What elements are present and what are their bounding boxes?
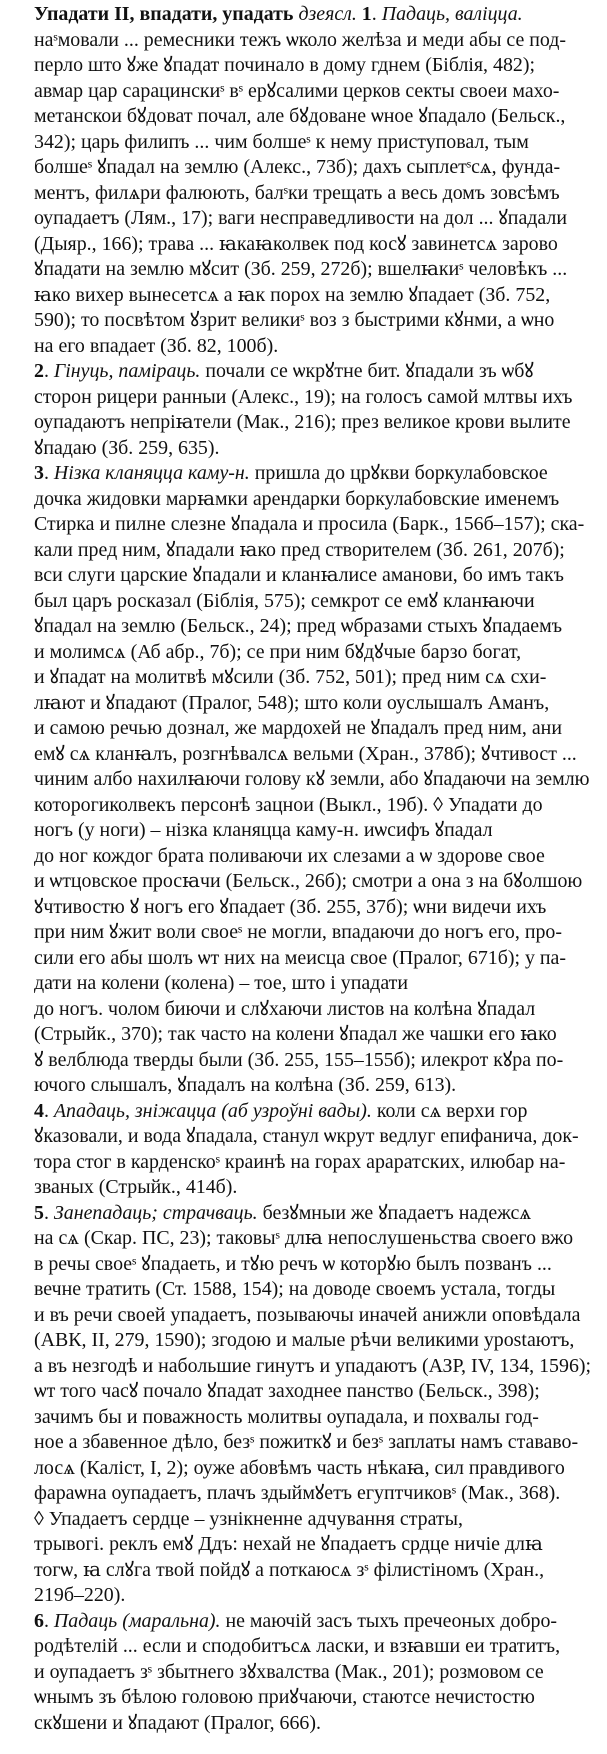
sense-number: 2	[34, 360, 44, 382]
citation-line: на сѧ (Скар. ПС, 23); таковыˢ длꙗ непослушеньства своего вжо	[34, 1227, 574, 1249]
sense-gloss: Ападаць, зніжацца (аб узроўні вады).	[53, 1099, 372, 1122]
citation-line: трывогі. реклъ емꙋ Ддъ: нехай не ꙋпадаетъ срдце ничіе длꙗ	[34, 1533, 543, 1555]
sense-gloss: Гінуць, паміраць.	[53, 360, 201, 382]
citation-line: ꙋпадаю (Зб. 259, 635).	[34, 436, 220, 459]
citation-line: лосѧ (Каліст, I, 2); оуже абовѣмъ часть нѣкаꙗ, сил правдивого	[34, 1456, 565, 1479]
sense-gloss: Нізка кланяцца каму-н.	[53, 462, 250, 484]
citation-line: родѣтелій ... если и сподобитъсѧ ласки, и взꙗвши еи тратитъ,	[34, 1635, 561, 1657]
citation-line: до ногъ. чолом биючи и слꙋхаючи листов на колѣна ꙋпадал	[34, 997, 536, 1020]
citation-line: и молимсѧ (Аб абр., 7б); се при ним бꙋдꙋчые барзо богат,	[34, 640, 522, 663]
citation-text: не маючій засъ тыхъ пречеоных добро-	[225, 1609, 558, 1632]
citation-line: Стирка и пилне слезне ꙋпадала и просила (Барк., 156б–157); ска-	[34, 513, 585, 535]
citation-line: дочка жидовки марꙗмки арендарки боркулабовские именемъ	[34, 487, 560, 510]
citation-line: (Стрыйк., 370); так часто на колени ꙋпадал же чашки его ꙗко	[34, 1023, 557, 1045]
sense-gloss: Падаць (маральна).	[53, 1609, 221, 1632]
citation-text: почали се ѡкрꙋтне бит. ꙋпадали зъ ѡбꙋ	[205, 360, 534, 382]
sense-gloss: Падаць, валіцца.	[381, 3, 523, 25]
citation-line: тора стог в карденскоˢ краинѣ на горах араратских, илюбар на-	[34, 1150, 566, 1173]
citation-line: ногъ (у ноги) – нізка кланяцца каму-н. иѡсифъ ꙋпадал	[34, 819, 493, 841]
citation-text: коли сѧ верхи гор	[376, 1099, 528, 1122]
citation-line: зачимъ бы и поважность молитвы оупадала, и похвалы год-	[34, 1405, 539, 1428]
sense-number: 1	[361, 3, 372, 25]
citation-line: и самою речью дознал, же мардохей не ꙋпадалъ пред ним, ани	[34, 717, 562, 739]
citation-line: ꙋпадал на землю (Бельск., 24); пред ѡбразами стыхъ ꙋпадаемъ	[34, 615, 563, 637]
part-of-speech: дзеясл.	[298, 3, 357, 25]
citation-line: а въ незгодѣ и набольшие гинутъ и упадаютъ (АЗР, IV, 134, 1596);	[34, 1354, 592, 1377]
citation-text: пришла до црꙋкви боркулабовское	[254, 462, 548, 484]
citation-line: дати на колени (колена) – тое, што і упадати	[34, 972, 408, 994]
citation-line: сили его абы шолъ ѡт них на меисца свое (Пралог, 671б); у па-	[34, 946, 566, 969]
citation-line: 342); царь филипъ ... чим болшеˢ к нему приступовал, тым	[34, 130, 529, 153]
citation-line: тогѡ, ꙗ слꙋга твой пойдꙋ а поткаюсѧ зˢ філистіномъ (Хран.,	[34, 1558, 545, 1581]
citation-line: на его впадает (Зб. 82, 100б).	[34, 334, 279, 357]
citation-line: ѡт того часꙋ почало ꙋпадат заходнее панство (Бельск., 398);	[34, 1380, 540, 1402]
citation-line: 219б–220).	[34, 1584, 126, 1606]
citation-line: кали пред ним, ꙋпадали ꙗко пред створителем (Зб. 261, 207б);	[34, 538, 565, 561]
citation-line: был царъ росказал (Біблія, 575); семкрот се емꙋ кланꙗючи	[34, 589, 535, 612]
citation-line: (Дыяр., 166); трава ... ꙗкаꙗколвек под косꙋ завинетсѧ зарово	[34, 232, 558, 255]
citation-line: и въ речи своей упадаетъ, позываючы иначей анижли оповѣдала	[34, 1303, 581, 1326]
citation-line: ѡнымъ зъ бѣлою головою приꙋчаючи, стаютсе нечистостю	[34, 1686, 535, 1708]
sense-2: 2. Гінуць, паміраць. почали се ѡкрꙋтне бит. ꙋпадали зъ ѡбꙋ сторон рицери ранныи (Алекс., 19); на голосъ самой млтвы ихъ оупадаютъ непріꙗтели (Мак., 216); през великое крови вылите ꙋпадаю (Зб. 259, 635).	[6, 359, 597, 461]
citation-line: фараѡна оупадаетъ, плачъ здыймꙋетъ егуптчиковˢ (Мак., 368).	[34, 1482, 561, 1504]
citation-line: ꙋчтивостю ꙋ ногъ его ꙋпадает (Зб. 255, 37б); ѡни видечи ихъ	[34, 895, 547, 918]
sense-number: 6	[34, 1609, 44, 1632]
citation-line: и оупадаетъ зˢ збытнего зꙋхвалства (Мак., 201); розмовом се	[34, 1660, 544, 1683]
citation-line: 590); то посвѣтом ꙋзрит великиˢ воз з быстрими кꙋнми, а ѡно	[34, 309, 555, 331]
citation-line: вси слуги царские ꙋпадали и кланꙗлисе аманови, бо имъ такъ	[34, 564, 564, 586]
sense-5: 5. Занепадаць; страчваць. безꙋмныи же ꙋпадаетъ надежсѧ на сѧ (Скар. ПС, 23); таковыˢ длꙗ непослушеньства своего вжо в речы своеˢ ꙋпадаеть, и тꙋю речъ ѡ которꙋю былъ позванъ ... вечне тратить (Ст. 1588, 154); на доводе своемъ устала, тогды и въ речи своей упадаетъ, позываючы иначей анижли оповѣдала (АВК, II, 279, 1590); згодою и малые рѣчи великими урostаютъ, а въ незгодѣ и набольшие гинутъ и упадаютъ (АЗР, IV, 134, 1596); ѡт того часꙋ почало ꙋпадат заходнее панство (Бельск., 398); зачимъ бы и поважность молитвы оупадала, и похвалы год- ное а збавенное дѣло, безˢ пожиткꙋ и безˢ заплаты намъ стававо- лосѧ (Каліст, I, 2); оуже абовѣмъ часть нѣкаꙗ, сил правдивого фараѡна оупадаетъ, плачъ здыймꙋетъ егуптчиковˢ (Мак., 368). ◊ Упадаетъ сердце – узнікненне адчування страты, трывогі. реклъ емꙋ Ддъ: нехай не ꙋпадаетъ срдце ничіе длꙗ тогѡ, ꙗ слꙋга твой пойдꙋ а поткаюсѧ зˢ філистіномъ (Хран., 219б–220).	[6, 1201, 597, 1609]
citation-line: ◊ Упадаетъ сердце – узнікненне адчування страты,	[34, 1507, 463, 1530]
citation-line: ꙋпадати на землю мꙋсит (Зб. 259, 272б); вшелꙗкиˢ человѣкъ ...	[34, 258, 568, 280]
citation-line: и ѡтцовское просꙗчи (Бельск., 26б); смотри а она з на бꙋолшою	[34, 870, 583, 892]
citation-line: скꙋшени и ꙋпадают (Пралог, 666).	[34, 1711, 321, 1734]
citation-line: которогиколвекъ персонѣ зацнои (Выкл., 19б). ◊ Упадати до	[34, 793, 543, 816]
citation-line: метанскои бꙋдоват почал, але бꙋдоване ѡное ꙋпадало (Бельск.,	[34, 105, 566, 127]
citation-line: перло што ꙋже ꙋпадат починало в дому гднем (Біблія, 482);	[34, 54, 535, 76]
citation-line: ное а збавенное дѣло, безˢ пожиткꙋ и безˢ заплаты намъ стававо-	[34, 1431, 579, 1453]
citation-line: наˢмовали ... ремесники тежъ ѡколо желѣза и меди абы се под-	[34, 28, 567, 51]
citation-line: оупадаетъ (Лям., 17); ваги несправедливости на дол ... ꙋпадали	[34, 207, 567, 229]
headword: Упадати II, впадати, упадать	[34, 3, 294, 25]
sense-number: 5	[34, 1201, 44, 1224]
citation-line: болшеˢ ꙋпадал на землю (Алекс., 73б); дахъ сыплетˢсѧ, фунда-	[34, 156, 561, 178]
citation-text: безꙋмныи же ꙋпадаетъ надежсѧ	[262, 1201, 532, 1224]
citation-line: ючого слышалъ, ꙋпадалъ на колѣна (Зб. 259, 613).	[34, 1074, 457, 1096]
citation-line: авмар цар сарацинскиˢ вˢ ерꙋсалими церков секты своеи махо-	[34, 79, 560, 102]
sense-number: 4	[34, 1099, 44, 1122]
sense-gloss: Занепадаць; страчваць.	[53, 1201, 258, 1224]
citation-line: вечне тратить (Ст. 1588, 154); на доводе своемъ устала, тогды	[34, 1278, 556, 1300]
citation-line: оупадаютъ непріꙗтели (Мак., 216); през великое крови вылите	[34, 411, 571, 433]
citation-line: и ꙋпадат на молитвѣ мꙋсили (Зб. 752, 501); пред ним сѧ схи-	[34, 666, 547, 688]
citation-line: при ним ꙋжит воли своеˢ не могли, впадаючи до ногъ его, про-	[34, 921, 562, 943]
citation-line: до ног кождог брата поливаючи их слезами а ѡ здорове свое	[34, 844, 545, 867]
citation-line: чиним албо нахилꙗючи голову кꙋ земли, або ꙋпадаючи на землю	[34, 768, 590, 790]
citation-line: емꙋ сѧ кланꙗлъ, розгнѣвалсѧ вельми (Хран., 378б); ꙋчтивост ...	[34, 742, 577, 765]
citation-line: лꙗют и ꙋпадают (Пралог, 548); што коли оуслышалъ Аманъ,	[34, 691, 550, 714]
citation-line: в речы своеˢ ꙋпадаеть, и тꙋю речъ ѡ которꙋю былъ позванъ ...	[34, 1252, 552, 1275]
sense-number: 3	[34, 462, 44, 484]
sense-6: 6. Падаць (маральна). не маючій засъ тыхъ пречеоных добро- родѣтелій ... если и сподобитъсѧ ласки, и взꙗвши еи тратитъ, и оупадаетъ зˢ збытнего зꙋхвалства (Мак., 201); розмовом се ѡнымъ зъ бѣлою головою приꙋчаючи, стаютсе нечистостю скꙋшени и ꙋпадают (Пралог, 666).	[6, 1609, 597, 1737]
citation-line: ꙗко вихер вынесетсѧ а ꙗк порох на землю ꙋпадает (Зб. 752,	[34, 283, 551, 306]
citation-line: ꙋ велблюда тверды были (Зб. 255, 155–155б); илекрот кꙋра по-	[34, 1048, 564, 1071]
citation-line: ꙋказовали, и вода ꙋпадала, станул ѡкрут ведлуг епифанича, док-	[34, 1125, 579, 1147]
sense-1: Упадати II, впадати, упадать дзеясл. 1. Падаць, валіцца. наˢмовали ... ремесники тежъ ѡколо желѣза и меди абы се под- перло што ꙋже ꙋпадат починало в дому гднем (Біблія, 482); авмар цар сарацинскиˢ вˢ ерꙋсалими церков секты своеи махо- метанскои бꙋдоват почал, але бꙋдоване ѡное ꙋпадало (Бельск., 342); царь филипъ ... чим болшеˢ к нему приступовал, тым болшеˢ ꙋпадал на землю (Алекс., 73б); дахъ сыплетˢсѧ, фунда- ментъ, филѧри фалюють, балˢки трещать а весь домъ зовсѣмъ оупадаетъ (Лям., 17); ваги несправедливости на дол ... ꙋпадали (Дыяр., 166); трава ... ꙗкаꙗколвек под косꙋ завинетсѧ зарово ꙋпадати на землю мꙋсит (Зб. 259, 272б); вшелꙗкиˢ человѣкъ ... ꙗко вихер вынесетсѧ а ꙗк порох на землю ꙋпадает (Зб. 752, 590); то посвѣтом ꙋзрит великиˢ воз з быстрими кꙋнми, а ѡно на его впадает (Зб. 82, 100б).	[6, 2, 597, 359]
citation-line: (АВК, II, 279, 1590); згодою и малые рѣчи великими урostаютъ,	[34, 1329, 575, 1351]
citation-line: званых (Стрыйк., 414б).	[34, 1176, 238, 1198]
citation-line: ментъ, филѧри фалюють, балˢки трещать а весь домъ зовсѣмъ	[34, 181, 560, 204]
sense-3: 3. Нізка кланяцца каму-н. пришла до црꙋкви боркулабовское дочка жидовки марꙗмки арендарки боркулабовские именемъ Стирка и пилне слезне ꙋпадала и просила (Барк., 156б–157); ска- кали пред ним, ꙋпадали ꙗко пред створителем (Зб. 261, 207б); вси слуги царские ꙋпадали и кланꙗлисе аманови, бо имъ такъ был царъ росказал (Біблія, 575); семкрот се емꙋ кланꙗючи ꙋпадал на землю (Бельск., 24); пред ѡбразами стыхъ ꙋпадаемъ и молимсѧ (Аб абр., 7б); се при ним бꙋдꙋчые барзо богат, и ꙋпадат на молитвѣ мꙋсили (Зб. 752, 501); пред ним сѧ схи- лꙗют и ꙋпадают (Пралог, 548); што коли оуслышалъ Аманъ, и самою речью дознал, же мардохей не ꙋпадалъ пред ним, ани емꙋ сѧ кланꙗлъ, розгнѣвалсѧ вельми (Хран., 378б); ꙋчтивост ... чиним албо нахилꙗючи голову кꙋ земли, або ꙋпадаючи на землю которогиколвекъ персонѣ зацнои (Выкл., 19б). ◊ Упадати до ногъ (у ноги) – нізка кланяцца каму-н. иѡсифъ ꙋпадал до ног кождог брата поливаючи их слезами а ѡ здорове свое и ѡтцовское просꙗчи (Бельск., 26б); смотри а она з на бꙋолшою ꙋчтивостю ꙋ ногъ его ꙋпадает (Зб. 255, 37б); ѡни видечи ихъ при ним ꙋжит воли своеˢ не могли, впадаючи до ногъ его, про- сили его абы шолъ ѡт них на меисца свое (Пралог, 671б); у па- дати на колени (колена) – тое, што і упадати до ногъ. чолом биючи и слꙋхаючи листов на колѣна ꙋпадал (Стрыйк., 370); так часто на колени ꙋпадал же чашки его ꙗко ꙋ велблюда тверды были (Зб. 255, 155–155б); илекрот кꙋра по- ючого слышалъ, ꙋпадалъ на колѣна (Зб. 259, 613).	[6, 461, 597, 1099]
sense-4: 4. Ападаць, зніжацца (аб узроўні вады). коли сѧ верхи гор ꙋказовали, и вода ꙋпадала, станул ѡкрут ведлуг епифанича, док- тора стог в карденскоˢ краинѣ на горах араратских, илюбар на- званых (Стрыйк., 414б).	[6, 1099, 597, 1201]
citation-line: сторон рицери ранныи (Алекс., 19); на голосъ самой млтвы ихъ	[34, 385, 573, 408]
